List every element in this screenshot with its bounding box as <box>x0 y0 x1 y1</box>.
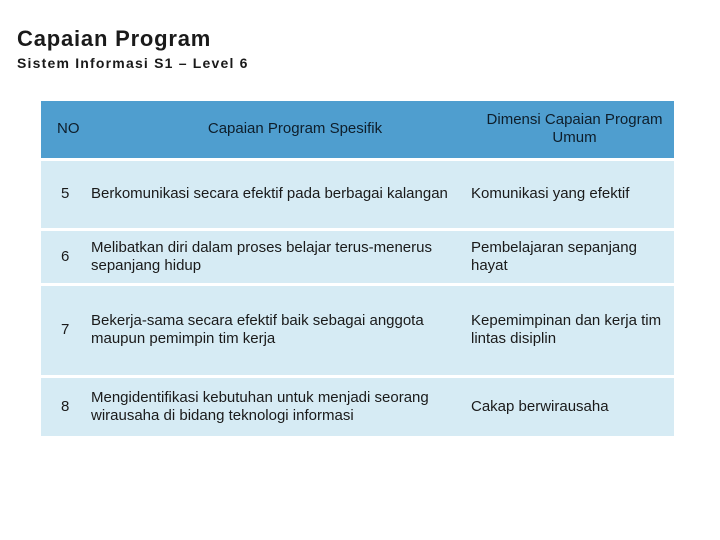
page-title: Capaian Program <box>17 26 212 51</box>
column-header-specific: Capaian Program Spesifik <box>207 120 383 138</box>
general-dimension: Komunikasi yang efektif <box>471 185 630 202</box>
row-number: 5 <box>61 185 70 202</box>
page-subtitle: Sistem Informasi S1 – Level 6 <box>17 55 249 71</box>
specific-outcome: Mengidentifikasi kebutuhan untuk menjadi seorang wirausaha di bidang teknologi informasi <box>91 388 429 424</box>
row-number: 6 <box>61 247 70 265</box>
table-row <box>41 159 674 229</box>
specific-outcome: Bekerja-sama secara efektif baik sebagai anggota maupun pemimpin tim kerja <box>91 312 424 347</box>
row-number: 7 <box>61 321 70 338</box>
program-outcomes-table <box>41 101 674 436</box>
column-header-no: NO <box>57 120 80 138</box>
row-number: 8 <box>61 397 70 415</box>
table-row <box>41 376 674 436</box>
general-dimension: Kepemimpinan dan kerja tim lintas disiplin <box>471 312 662 347</box>
table-row <box>41 229 674 284</box>
column-header-dimension: Dimensi Capaian Program Umum <box>486 111 663 147</box>
general-dimension: Pembelajaran sepanjang hayat <box>471 238 637 274</box>
specific-outcome: Melibatkan diri dalam proses belajar terus-menerus sepanjang hidup <box>91 238 432 274</box>
table-header-row <box>41 101 674 159</box>
table-row <box>41 284 674 376</box>
specific-outcome: Berkomunikasi secara efektif pada berbagai kalangan <box>91 185 448 202</box>
general-dimension: Cakap berwirausaha <box>471 397 609 415</box>
